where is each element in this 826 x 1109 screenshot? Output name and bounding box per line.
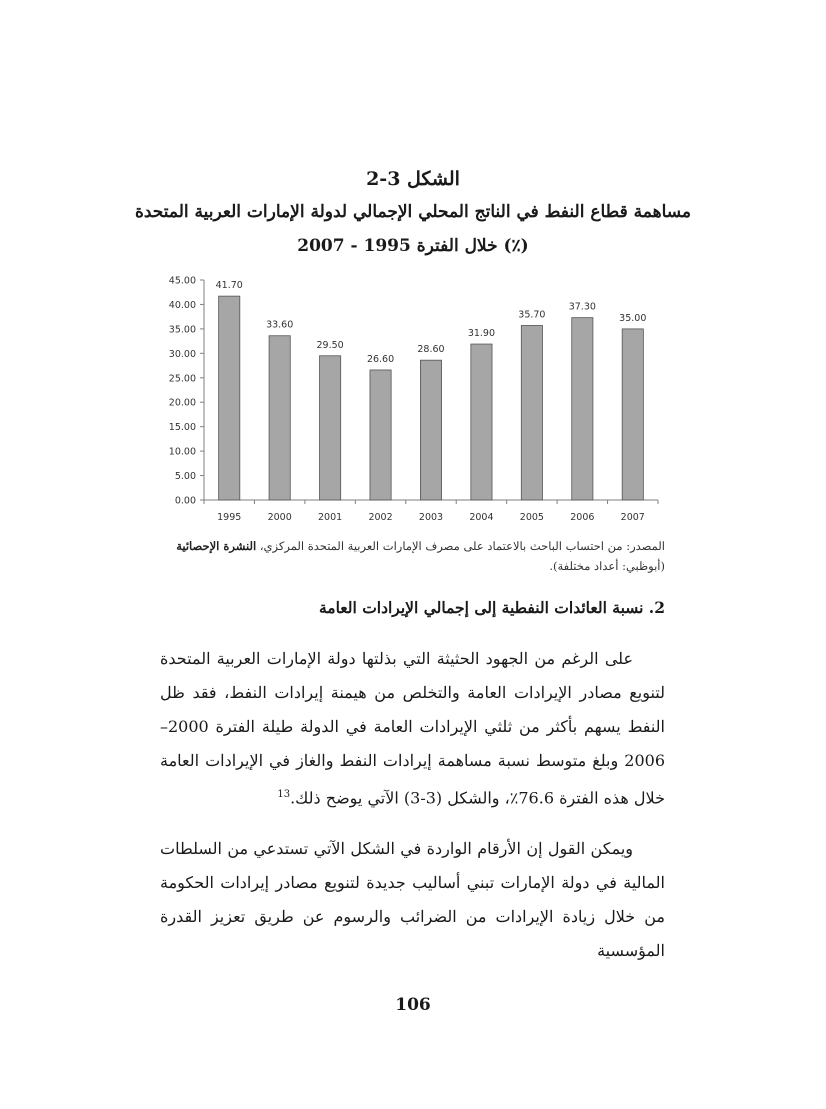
bar <box>521 325 542 500</box>
bar-value-label: 35.00 <box>619 312 647 324</box>
source-publication: النشرة الإحصائية <box>176 539 257 553</box>
paragraph-2 <box>160 832 665 968</box>
x-tick-label: 2006 <box>570 512 595 523</box>
x-tick-label: 2002 <box>368 512 393 523</box>
bar <box>420 360 441 500</box>
bar <box>622 329 643 500</box>
bar <box>320 356 341 500</box>
y-tick-label: 5.00 <box>174 471 196 483</box>
x-tick-label: 2004 <box>469 512 494 523</box>
paragraph-2-text: ويمكن القول إن الأرقام الواردة في الشكل الآتي تستدعي من السلطات المالية في دولة الإمارات تبني أساليب جديدة لتنويع مصادر إيرادات الحكومة من خلال زيادة الإيرادات من الضرائب والرسوم عن طريق تعزيز القدرة المؤسسية <box>160 839 665 960</box>
y-tick-label: 10.00 <box>168 446 196 458</box>
bar <box>471 344 492 500</box>
paragraph-1 <box>160 642 665 815</box>
figure-period: خلال الفترة 1995 - 2007 (٪) <box>297 236 529 256</box>
y-tick-label: 20.00 <box>168 397 196 409</box>
figure-title: مساهمة قطاع النفط في الناتج المحلي الإجمالي لدولة الإمارات العربية المتحدة <box>134 202 692 222</box>
bar <box>370 370 391 500</box>
figure-source <box>160 536 665 576</box>
bar-value-label: 29.50 <box>316 339 344 351</box>
x-tick-label: 2003 <box>418 512 444 523</box>
y-tick-label: 40.00 <box>168 299 196 311</box>
source-suffix: (أبوظبي: أعداد مختلفة). <box>549 559 665 573</box>
source-prefix: المصدر: من احتساب الباحث بالاعتماد على مصرف الإمارات العربية المتحدة المركزي، <box>256 539 665 553</box>
x-tick-label: 2000 <box>267 512 292 523</box>
bar <box>269 336 290 500</box>
bar-chart <box>160 268 665 533</box>
y-tick-label: 35.00 <box>168 324 196 336</box>
x-tick-label: 2001 <box>318 512 343 523</box>
x-tick-label: 2005 <box>519 512 544 523</box>
bar-value-label: 28.60 <box>417 344 445 356</box>
y-tick-label: 25.00 <box>168 373 196 385</box>
section-heading: 2. نسبة العائدات النفطية إلى إجمالي الإيرادات العامة <box>318 598 665 617</box>
y-tick-label: 15.00 <box>168 422 196 434</box>
bar-value-label: 37.30 <box>568 301 596 313</box>
x-tick-label: 2007 <box>620 512 645 523</box>
y-tick-label: 0.00 <box>174 495 196 507</box>
bar <box>219 296 240 500</box>
bar <box>572 318 593 500</box>
bar-value-label: 31.90 <box>467 328 496 340</box>
paragraph-1-text: على الرغم من الجهود الحثيثة التي بذلتها دولة الإمارات العربية المتحدة لتنويع مصادر الإيرادات العامة والتخلص من هيمنة إيرادات النفط، فقد ظل النفط يسهم بأكثر من ثلثي الإيرادات العامة في الدولة طيلة الفترة 2000–2006 وبلغ متوسط نسبة مساهمة إيرادات النفط والغاز في الإيرادات العامة خلال هذه الفترة 76.6٪، والشكل (3-3) الآتي يوضح ذلك. <box>160 649 666 808</box>
footnote-ref: 13 <box>277 789 291 800</box>
bar-value-label: 33.60 <box>266 319 294 331</box>
page-number: 106 <box>395 995 431 1015</box>
bar-value-label: 35.70 <box>518 309 546 321</box>
bar-value-label: 26.60 <box>366 353 395 365</box>
bar-value-label: 41.70 <box>215 280 243 292</box>
figure-label: الشكل 3-2 <box>366 168 460 190</box>
x-tick-label: 1995 <box>217 512 242 523</box>
y-tick-label: 45.00 <box>168 275 196 287</box>
y-tick-label: 30.00 <box>168 348 196 360</box>
